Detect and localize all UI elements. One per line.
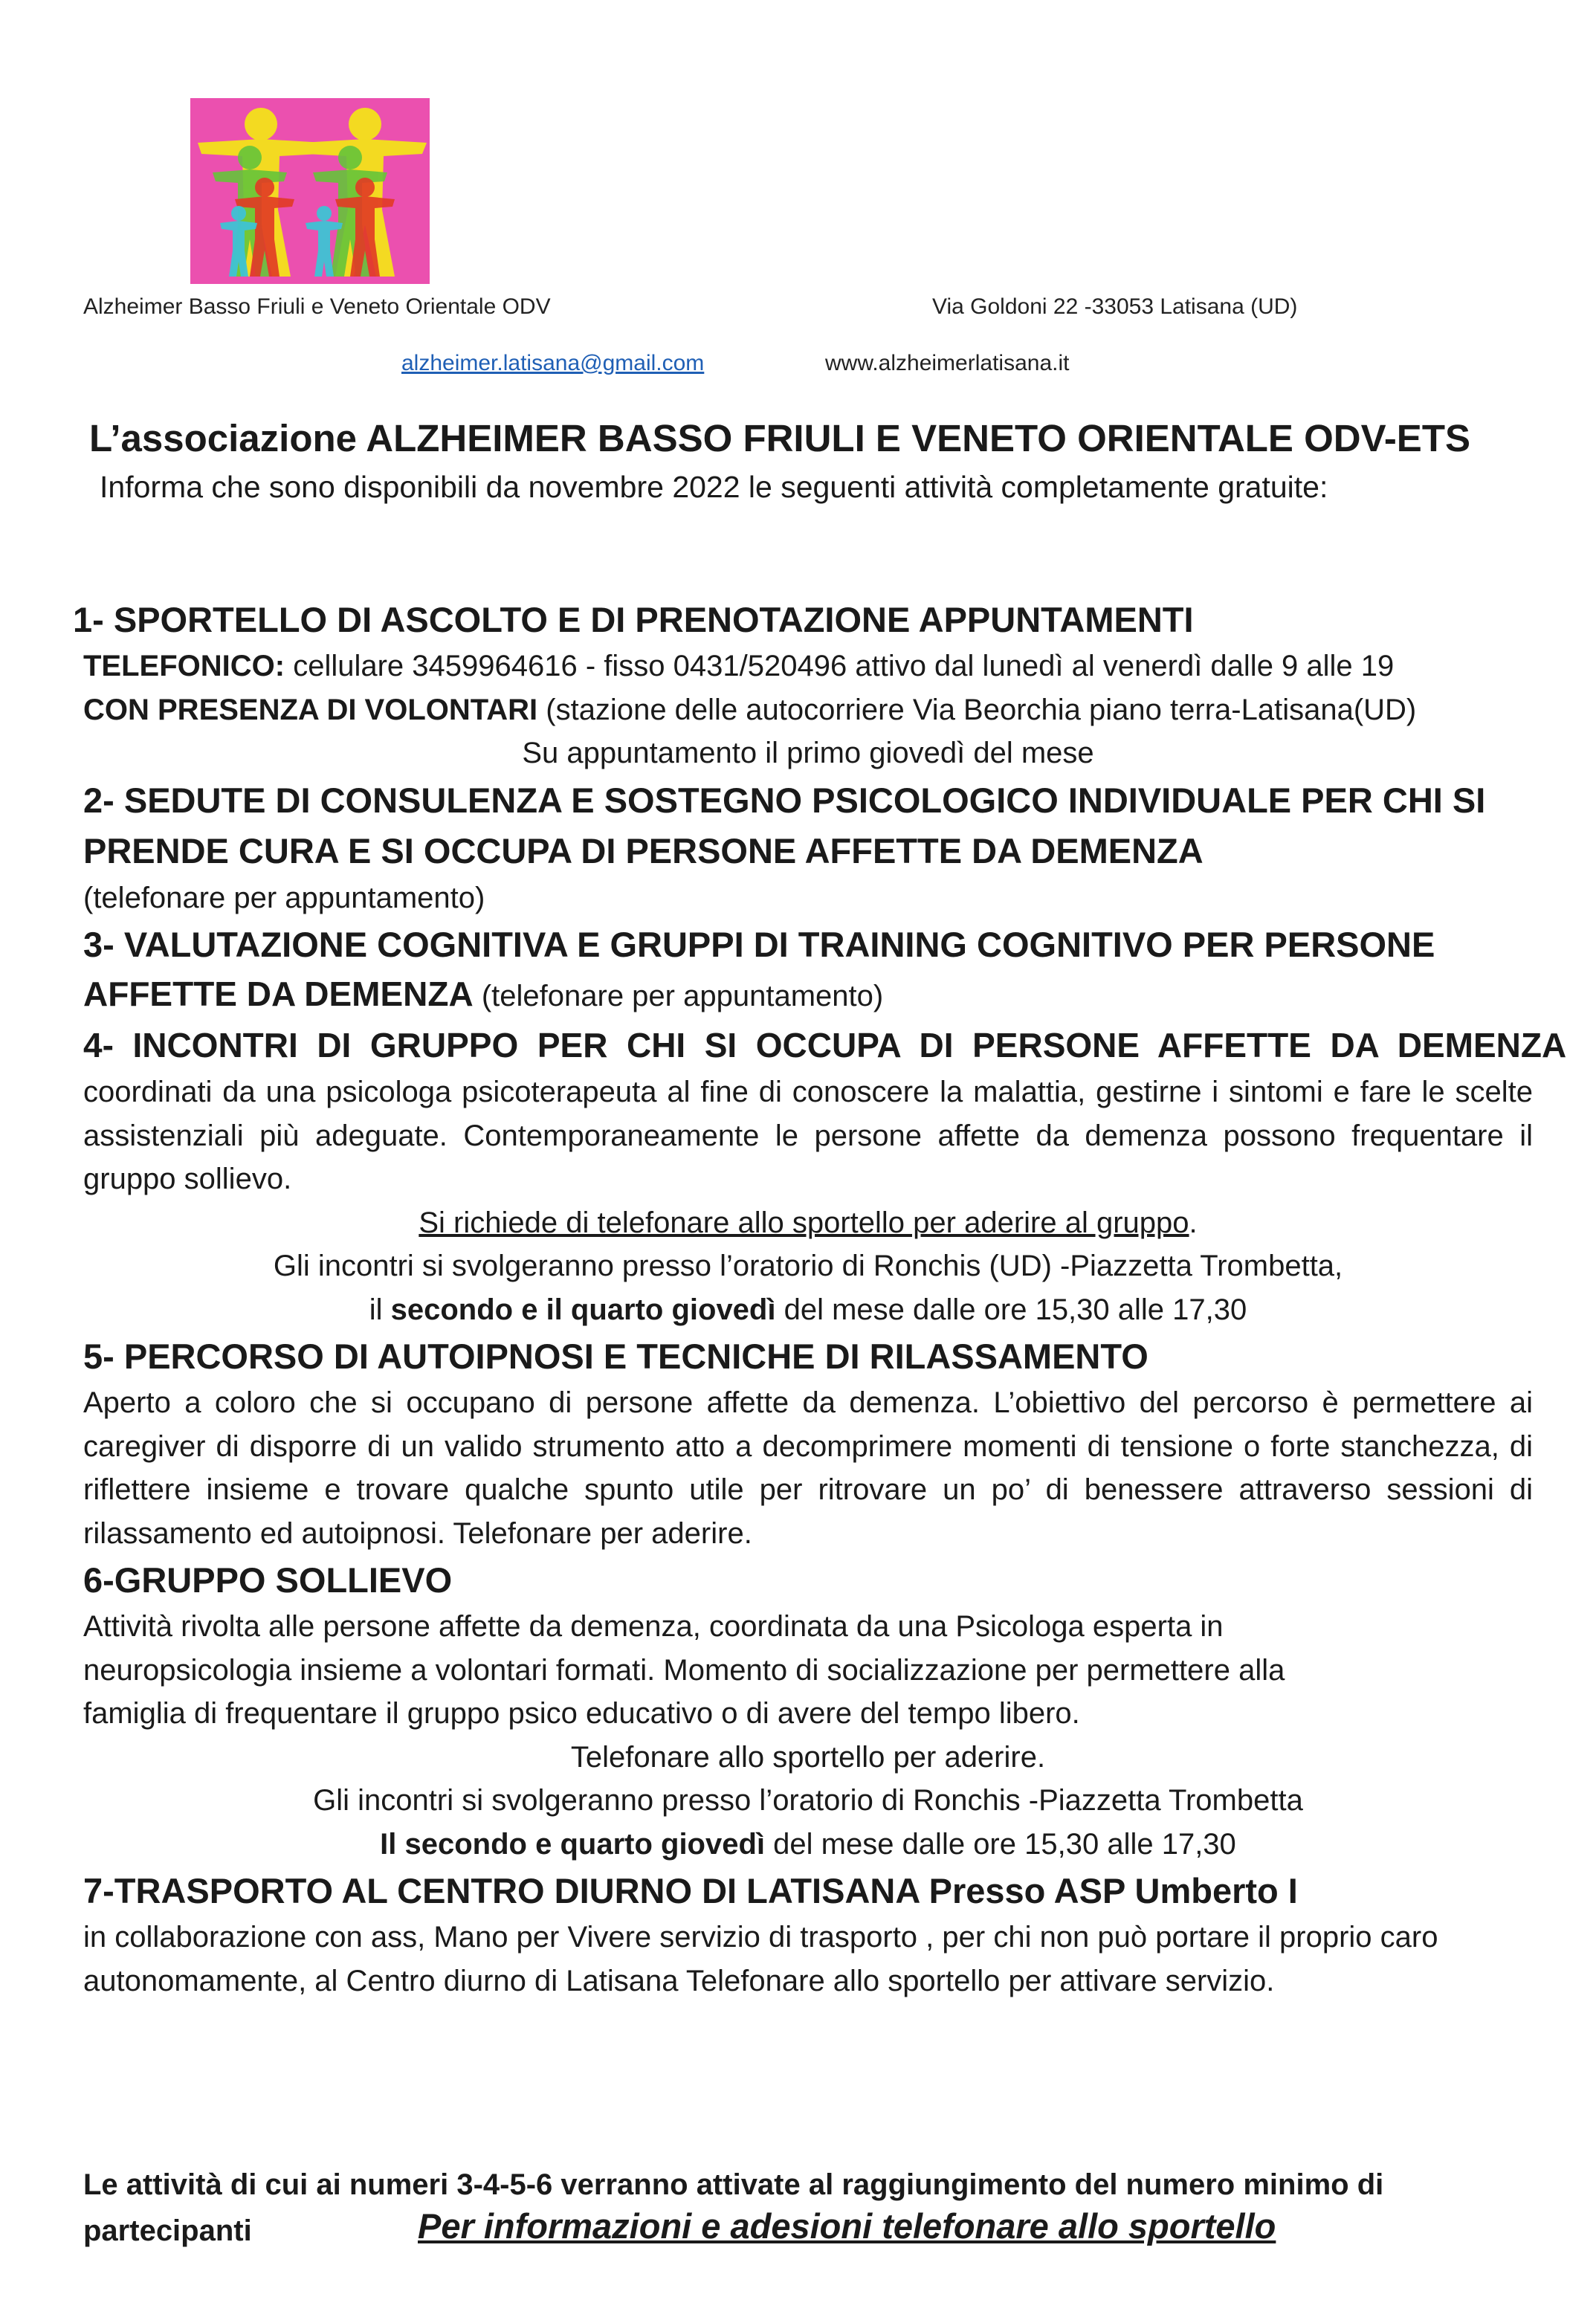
section-6-schedule-time: del mese dalle ore 15,30 alle 17,30 [765,1827,1236,1861]
section-1-phone-line [83,644,1533,688]
org-address: Via Goldoni 22 -33053 Latisana (UD) [932,294,1298,319]
phone-text: cellulare 3459964616 - fisso 0431/520496 attivo dal lunedì al venerdì dalle 9 alle 19 [285,650,1395,682]
section-2-heading: 2- SEDUTE DI CONSULENZA E SOSTEGNO PSICOLOGICO INDIVIDUALE PER CHI SI PRENDE CURA E SI OCCUPA DI PERSONE AFFETTE DA DEMENZA [83,780,1486,870]
section-4-body: coordinati da una psicologa psicoterapeuta al fine di conoscere la malattia, gestirne i sintomi e fare le scelte assistenziali più adeguate. Contemporaneamente le persone affette da demenza possono frequentare il gruppo sollievo. [83,1076,1533,1195]
footer-participants: partecipanti [83,2214,252,2247]
association-logo [190,98,430,284]
volunteers-label: CON PRESENZA DI VOLONTARI [83,693,538,726]
volunteers-text: (stazione delle autocorriere Via Beorchia piano terra-Latisana(UD) [537,693,1417,726]
footer-line-1: Le attività di cui ai numeri 3-4-5-6 verranno attivate al raggiungimento del numero minimo di [83,2168,1384,2201]
section-3-note: (telefonare per appuntamento) [473,980,884,1012]
activities-list [73,595,1567,2003]
section-5-heading: 5- PERCORSO DI AUTOIPNOSI E TECNICHE DI RILASSAMENTO [83,1337,1148,1376]
section-1-volunteers-line [83,688,1533,732]
section-1-heading: 1- SPORTELLO DI ASCOLTO E DI PRENOTAZIONE APPUNTAMENTI [73,600,1194,639]
section-6-schedule [83,1823,1533,1867]
section-4-schedule-pre: il [369,1293,391,1326]
section-6-venue: Gli incontri si svolgeranno presso l’oratorio di Ronchis -Piazzetta Trombetta [313,1784,1303,1817]
section-4-signup-text: Si richiede di telefonare allo sportello per aderire al gruppo [419,1206,1189,1239]
section-3-heading-bold: AFFETTE DA DEMENZA [83,975,474,1013]
org-name: Alzheimer Basso Friuli e Veneto Orientale ODV [83,294,551,319]
section-6-schedule-days: Il secondo e quarto giovedì [380,1827,766,1861]
logo-figures-image [190,98,430,284]
page-title: L’associazione ALZHEIMER BASSO FRIULI E VENETO ORIENTALE ODV-ETS [89,417,1470,459]
section-1-appointment: Su appuntamento il primo giovedì del mese [522,737,1094,769]
website-text: www.alzheimerlatisana.it [825,351,1070,375]
section-4-venue: Gli incontri si svolgeranno presso l’oratorio di Ronchis (UD) -Piazzetta Trombetta, [273,1250,1343,1282]
section-4-schedule-days: secondo e il quarto giovedì [390,1293,776,1326]
section-7-heading: 7-TRASPORTO AL CENTRO DIURNO DI LATISANA Presso ASP Umberto I [83,1871,1298,1910]
section-3-heading: 3- VALUTAZIONE COGNITIVA E GRUPPI DI TRAINING COGNITIVO PER PERSONE [83,925,1435,964]
section-4-signup [83,1201,1533,1245]
section-4-schedule-time: del mese dalle ore 15,30 alle 17,30 [775,1293,1247,1326]
phone-label: TELEFONICO: [83,650,285,682]
intro-text: Informa che sono disponibili da novembre 2022 le seguenti attività completamente gratuite: [100,470,1328,504]
section-6-heading: 6-GRUPPO SOLLIEVO [83,1560,453,1600]
footer-note [83,2162,1533,2254]
section-4-signup-end: . [1189,1206,1198,1239]
section-6-phone: Telefonare allo sportello per aderire. [570,1740,1046,1774]
section-3-heading-line2 [83,969,1533,1021]
section-6-body: Attività rivolta alle persone affette da demenza, coordinata da una Psicologa esperta in neuropsicologia insieme a volontari formati. Momento di socializzazione per permettere alla famiglia di frequentare il gruppo psico educativo o di avere del tempo libero. [83,1610,1285,1730]
section-2-note: (telefonare per appuntamento) [83,881,485,914]
section-5-body: Aperto a coloro che si occupano di persone affette da demenza. L’obiettivo del percorso è permettere ai caregiver di disporre di un valido strumento atto a decomprimere momenti di tensione o forte stanchezza, di riflettere insieme e trovare qualche spunto utile per ritrovare un po’ di benessere attraverso sessioni di rilassamento ed autoipnosi. Telefonare per aderire. [83,1386,1533,1550]
footer-line-2 [83,2208,1533,2254]
section-4-heading: 4- INCONTRI DI GRUPPO PER CHI SI OCCUPA DI PERSONE AFFETTE DA DEMENZA [83,1026,1567,1064]
section-7-body: in collaborazione con ass, Mano per Vivere servizio di trasporto , per chi non può portare il proprio caro autonomamente, al Centro diurno di Latisana Telefonare allo sportello per attivare servizio. [83,1921,1438,1997]
section-4-schedule [83,1288,1533,1332]
email-link[interactable]: alzheimer.latisana@gmail.com [401,351,705,375]
footer-call-to-action: Per informazioni e adesioni telefonare allo sportello [418,2206,1276,2246]
